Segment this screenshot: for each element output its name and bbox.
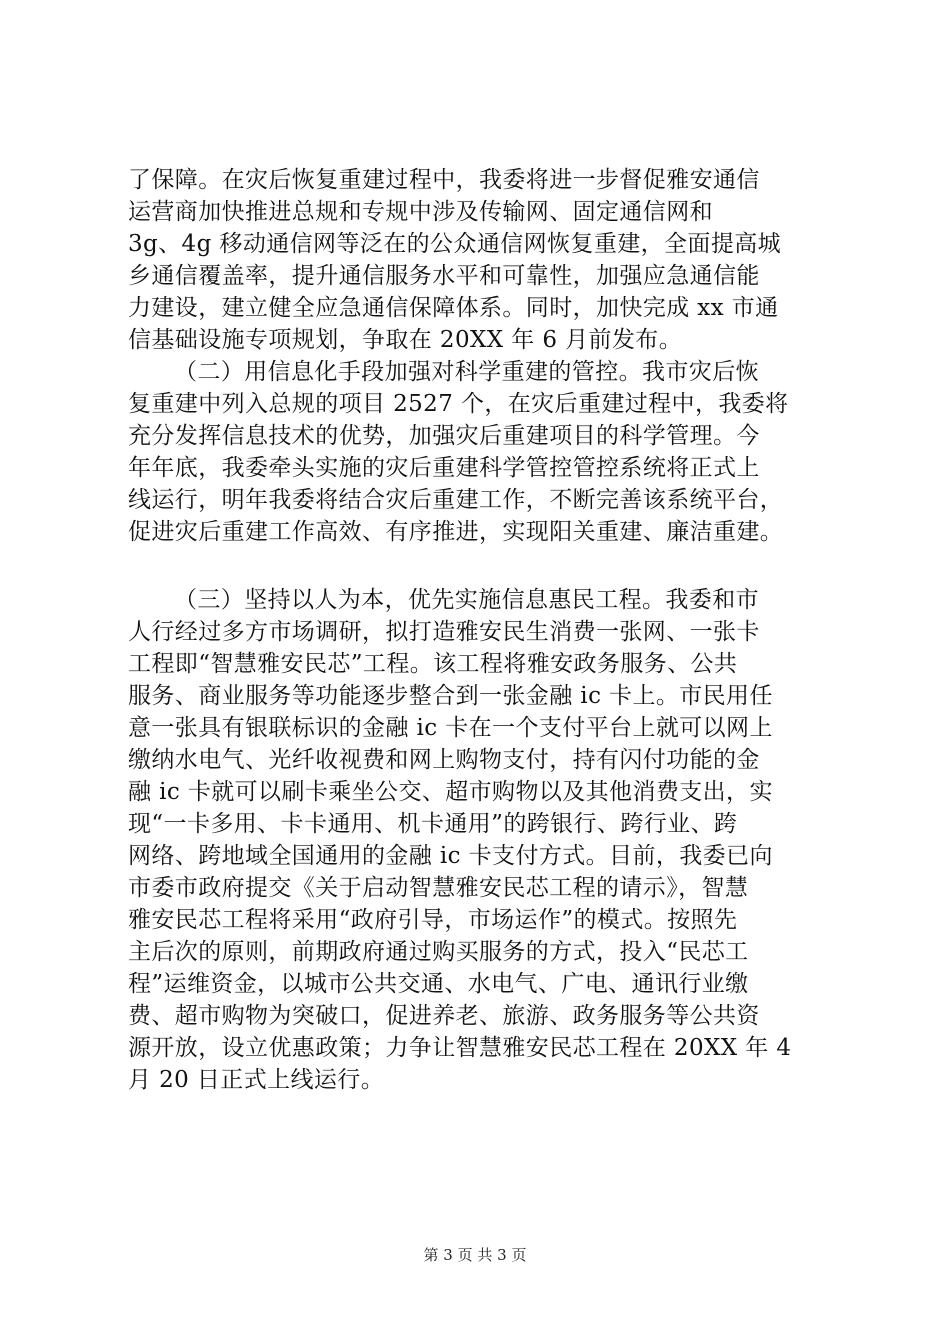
page-footer [0,1245,950,1265]
text-line: （三）坚持以人为本，优先实施信息惠民工程。我委和市 [174,587,759,613]
text-line: 促进灾后重建工作高效、有序推进，实现阳关重建、廉洁重建。 [128,519,784,545]
text-line: 市委市政府提交《关于启动智慧雅安民芯工程的请示》，智慧 [128,875,749,901]
text-line: 雅安民芯工程将采用“政府引导，市场运作”的模式。按照先 [128,907,738,933]
text-line: 费、超市购物为突破口，促进养老、旅游、政务服务等公共资 [128,1003,760,1029]
text-line: 源开放，设立优惠政策；力争让智慧雅安民芯工程在 20XX 年 4 [128,1035,792,1061]
text-line: 3g、4g 移动通信网等泛在的公众通信网恢复重建，全面提高城 [128,231,782,257]
text-line: 充分发挥信息技术的优势，加强灾后重建项目的科学管理。今 [128,423,760,449]
text-line: 意一张具有银联标识的金融 ic 卡在一个支付平台上就可以网上 [128,715,773,741]
text-line: 运营商加快推进总规和专规中涉及传输网、固定通信网和 [128,199,713,225]
text-line: 了保障。在灾后恢复重建过程中，我委将进一步督促雅安通信 [128,167,760,193]
paragraph-1 [128,164,852,356]
text-line: 融 ic 卡就可以刷卡乘坐公交、超市购物以及其他消费支出，实 [128,779,773,805]
text-line: 服务、商业服务等功能逐步整合到一张金融 ic 卡上。市民用任 [128,683,773,709]
text-line: 工程即“智慧雅安民芯”工程。该工程将雅安政务服务、公共 [128,651,738,677]
text-line: 人行经过多方市场调研，拟打造雅安民生消费一张网、一张卡 [128,619,760,645]
text-line: （二）用信息化手段加强对科学重建的管控。我市灾后恢 [174,359,759,385]
text-line: 主后次的原则，前期政府通过购买服务的方式，投入“民芯工 [128,939,749,965]
text-line: 信基础设施专项规划，争取在 20XX 年 6 月前发布。 [128,327,683,353]
text-line: 缴纳水电气、光纤收视费和网上购物支付，持有闪付功能的金 [128,747,760,773]
paragraph-2 [128,356,852,548]
text-line: 乡通信覆盖率，提升通信服务水平和可靠性，加强应急通信能 [128,263,760,289]
document-body [128,164,852,1096]
page-number: 第 3 页 共 3 页 [423,1246,527,1264]
text-line: 月 20 日正式上线运行。 [128,1067,385,1093]
text-line: 力建设，建立健全应急通信保障体系。同时，加快完成 xx 市通 [128,295,779,321]
text-line: 现“一卡多用、卡卡通用、机卡通用”的跨银行、跨行业、跨 [128,811,738,837]
text-line: 程”运维资金，以城市公共交通、水电气、广电、通讯行业缴 [128,971,749,997]
text-line: 线运行，明年我委将结合灾后重建工作，不断完善该系统平台， [128,487,784,513]
text-line: 网络、跨地域全国通用的金融 ic 卡支付方式。目前，我委已向 [128,843,773,869]
text-line: 复重建中列入总规的项目 2527 个，在灾后重建过程中，我委将 [128,391,789,417]
paragraph-spacer [128,548,852,584]
paragraph-3 [128,584,852,1096]
text-line: 年年底，我委牵头实施的灾后重建科学管控管控系统将正式上 [128,455,760,481]
